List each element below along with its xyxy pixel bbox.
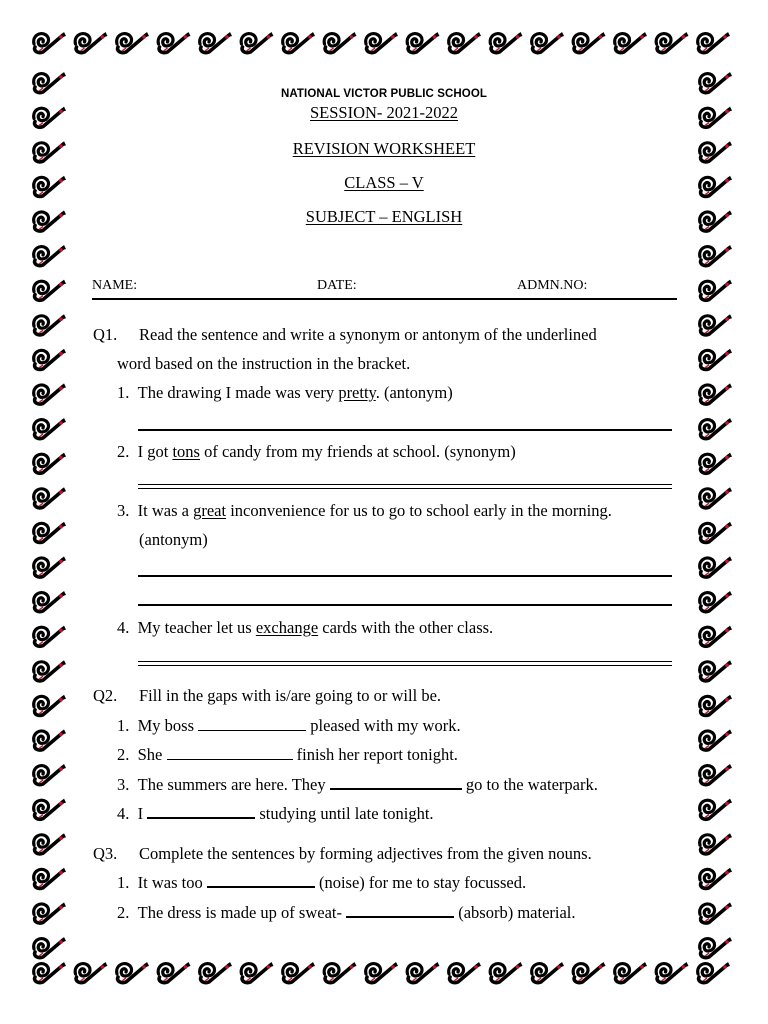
underlined-word: exchange [255,618,319,637]
q2-item-1: 1. My boss pleased with my work. [117,716,461,735]
school-name: NATIONAL VICTOR PUBLIC SCHOOL [280,88,488,100]
admission-number-label: ADMN.NO: [517,278,588,293]
class-heading: CLASS – V [344,173,424,192]
q1-item-3-continuation: (antonym) [139,530,208,549]
question-3-text: Complete the sentences by forming adjectives from the given nouns. [139,844,592,863]
underlined-word: great [193,501,227,520]
student-info-row [92,278,677,300]
answer-line [138,604,672,606]
q3-item-1: 1. It was too (noise) for me to stay focussed. [117,873,527,892]
fill-blank [198,729,306,731]
date-label: DATE: [317,278,357,293]
fill-blank [167,758,293,760]
session-heading: SESSION- 2021-2022 [309,103,459,122]
q3-item-2: 2. The dress is made up of sweat- (absorb) material. [117,903,576,922]
question-3-number: Q3. [93,844,118,863]
underlined-word: tons [172,442,200,461]
answer-line [138,661,672,666]
worksheet-title: REVISION WORKSHEET [292,139,476,158]
answer-line [138,575,672,577]
question-1-text-line2: word based on the instruction in the bracket. [117,354,411,373]
q2-item-3: 3. The summers are here. They go to the waterpark. [117,775,598,794]
question-2-number: Q2. [93,686,118,705]
underlined-word: pretty [338,383,376,402]
question-2-text: Fill in the gaps with is/are going to or will be. [139,686,442,705]
answer-line [138,429,672,431]
fill-blank [330,787,462,790]
q2-item-4: 4. I studying until late tonight. [117,804,434,823]
q1-item-1: 1. The drawing I made was very pretty. (antonym) [117,383,453,402]
fill-blank [147,816,255,819]
answer-line [138,484,672,489]
q1-item-2: 2. I got tons of candy from my friends at school. (synonym) [117,442,516,461]
name-label: NAME: [92,278,138,293]
question-1-number: Q1. [93,325,118,344]
fill-blank [207,885,315,888]
fill-blank [346,915,454,918]
q1-item-3: 3. It was a great inconvenience for us to go to school early in the morning. [117,501,612,520]
q2-item-2: 2. She finish her report tonight. [117,745,458,764]
q1-item-4: 4. My teacher let us exchange cards with the other class. [117,618,494,637]
subject-heading: SUBJECT – ENGLISH [305,207,463,226]
question-1-text-line1: Read the sentence and write a synonym or antonym of the underlined [139,325,597,344]
